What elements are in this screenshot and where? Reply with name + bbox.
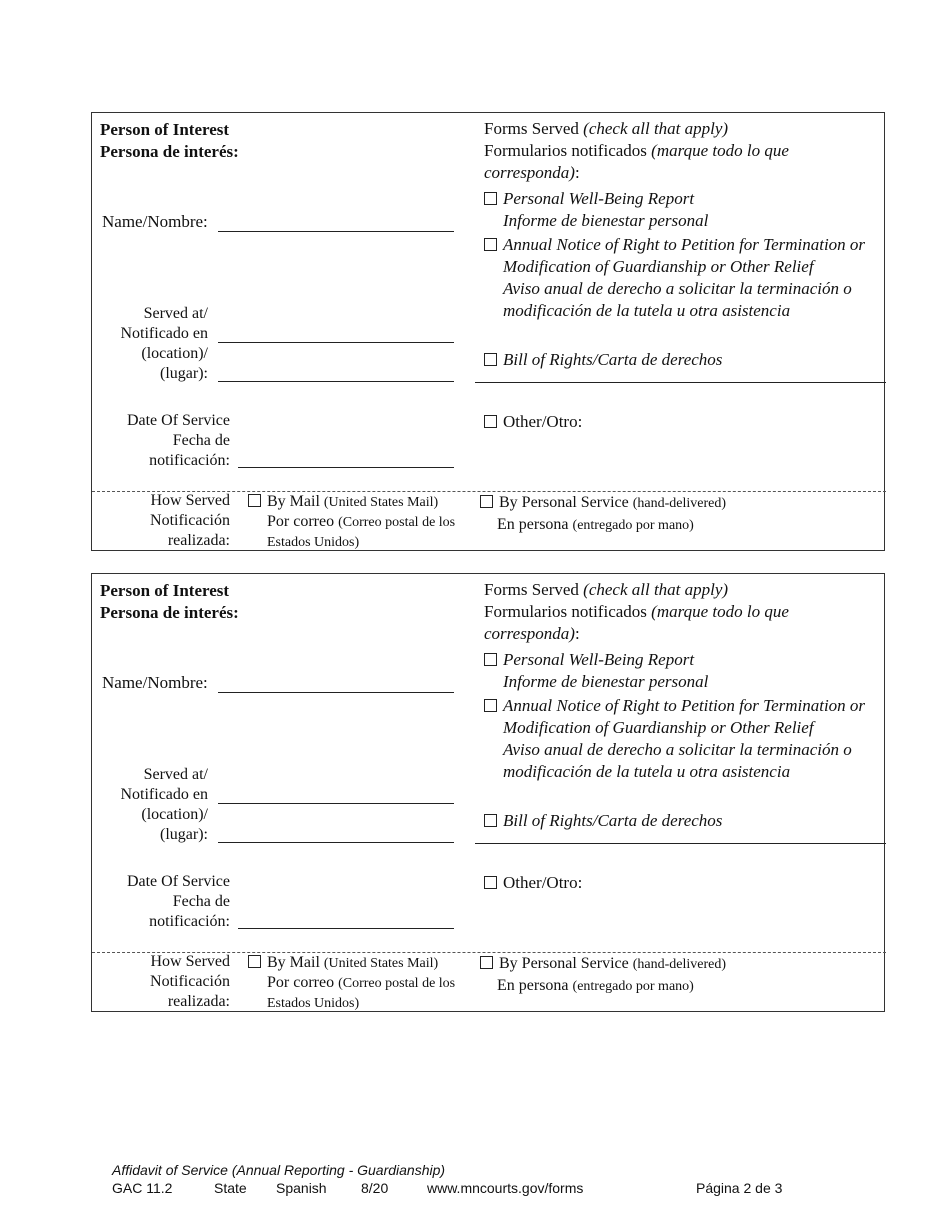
footer-url[interactable]: www.mncourts.gov/forms xyxy=(427,1180,584,1196)
checkbox-by-mail[interactable] xyxy=(248,494,261,507)
name-input[interactable] xyxy=(218,692,454,693)
option-bill-of-rights[interactable]: Bill of Rights/Carta de derechos xyxy=(484,810,879,832)
location-input-line-1[interactable] xyxy=(218,803,454,804)
option-annual-notice[interactable]: Annual Notice of Right to Petition for Termination or Modification of Guardianship or Other Relief Aviso anual de derecho a solicitar la terminación o modificación de la tutela u otra asistencia xyxy=(484,695,879,783)
checkbox-wellbeing[interactable] xyxy=(484,653,497,666)
name-label: Name/Nombre: xyxy=(102,212,208,231)
person-heading-en: Person of Interest xyxy=(100,581,230,600)
name-label: Name/Nombre: xyxy=(102,673,208,692)
service-record-block-1 xyxy=(91,112,885,551)
footer-page-number: Página 2 de 3 xyxy=(696,1180,783,1196)
footer-jurisdiction: State xyxy=(214,1180,247,1196)
name-input[interactable] xyxy=(218,231,454,232)
location-input-line-2[interactable] xyxy=(218,381,454,382)
footer-language: Spanish xyxy=(276,1180,327,1196)
date-input[interactable] xyxy=(238,467,454,468)
checkbox-other[interactable] xyxy=(484,876,497,889)
option-bill-of-rights[interactable]: Bill of Rights/Carta de derechos xyxy=(484,349,879,371)
location-input-line-2[interactable] xyxy=(218,842,454,843)
option-other[interactable]: Other/Otro: xyxy=(484,872,582,894)
service-record-block-2 xyxy=(91,573,885,1012)
footer-form-code: GAC 11.2 xyxy=(112,1180,173,1196)
person-heading xyxy=(100,580,239,624)
forms-served-heading: Forms Served (check all that apply) Formularios notificados (marque todo lo que corresponda): xyxy=(484,119,789,182)
served-at-label: Served at/ Notificado en (location)/ (lugar): xyxy=(120,305,208,382)
checkbox-by-mail[interactable] xyxy=(248,955,261,968)
footer-revision: 8/20 xyxy=(361,1180,389,1196)
checkbox-bill-of-rights[interactable] xyxy=(484,814,497,827)
option-annual-notice[interactable]: Annual Notice of Right to Petition for Termination or Modification of Guardianship or Other Relief Aviso anual de derecho a solicitar la terminación o modificación de la tutela u otra asistencia xyxy=(484,234,879,322)
option-personal-service[interactable]: By Personal Service (hand-delivered) En persona (entregado por mano) xyxy=(480,953,880,997)
checkbox-annual-notice[interactable] xyxy=(484,699,497,712)
location-input-line-1[interactable] xyxy=(218,342,454,343)
checkbox-other[interactable] xyxy=(484,415,497,428)
served-at-label: Served at/ Notificado en (location)/ (lugar): xyxy=(120,766,208,843)
divider xyxy=(475,382,886,383)
person-heading-es: Persona de interés: xyxy=(100,603,239,622)
option-by-mail[interactable]: By Mail (United States Mail) Por correo (Correo postal de los Estados Unidos) xyxy=(248,492,463,552)
date-of-service-label: Date Of Service Fecha de notificación: xyxy=(126,412,230,469)
option-personal-service[interactable]: By Personal Service (hand-delivered) En persona (entregado por mano) xyxy=(480,492,880,536)
footer-title: Affidavit of Service (Annual Reporting - Guardianship) xyxy=(112,1162,446,1178)
how-served-label: How Served Notificación realizada: xyxy=(150,953,230,1010)
checkbox-personal-service[interactable] xyxy=(480,495,493,508)
option-wellbeing[interactable]: Personal Well-Being Report Informe de bienestar personal xyxy=(484,649,879,693)
person-heading xyxy=(100,119,239,163)
option-other[interactable]: Other/Otro: xyxy=(484,411,582,433)
option-wellbeing[interactable]: Personal Well-Being Report Informe de bienestar personal xyxy=(484,188,879,232)
date-of-service-label: Date Of Service Fecha de notificación: xyxy=(126,873,230,930)
divider xyxy=(475,843,886,844)
person-heading-en: Person of Interest xyxy=(100,120,230,139)
date-input[interactable] xyxy=(238,928,454,929)
option-by-mail[interactable]: By Mail (United States Mail) Por correo (Correo postal de los Estados Unidos) xyxy=(248,953,463,1013)
forms-served-heading: Forms Served (check all that apply) Formularios notificados (marque todo lo que corresponda): xyxy=(484,580,789,643)
checkbox-bill-of-rights[interactable] xyxy=(484,353,497,366)
person-heading-es: Persona de interés: xyxy=(100,142,239,161)
checkbox-wellbeing[interactable] xyxy=(484,192,497,205)
checkbox-personal-service[interactable] xyxy=(480,956,493,969)
checkbox-annual-notice[interactable] xyxy=(484,238,497,251)
how-served-label: How Served Notificación realizada: xyxy=(150,492,230,549)
